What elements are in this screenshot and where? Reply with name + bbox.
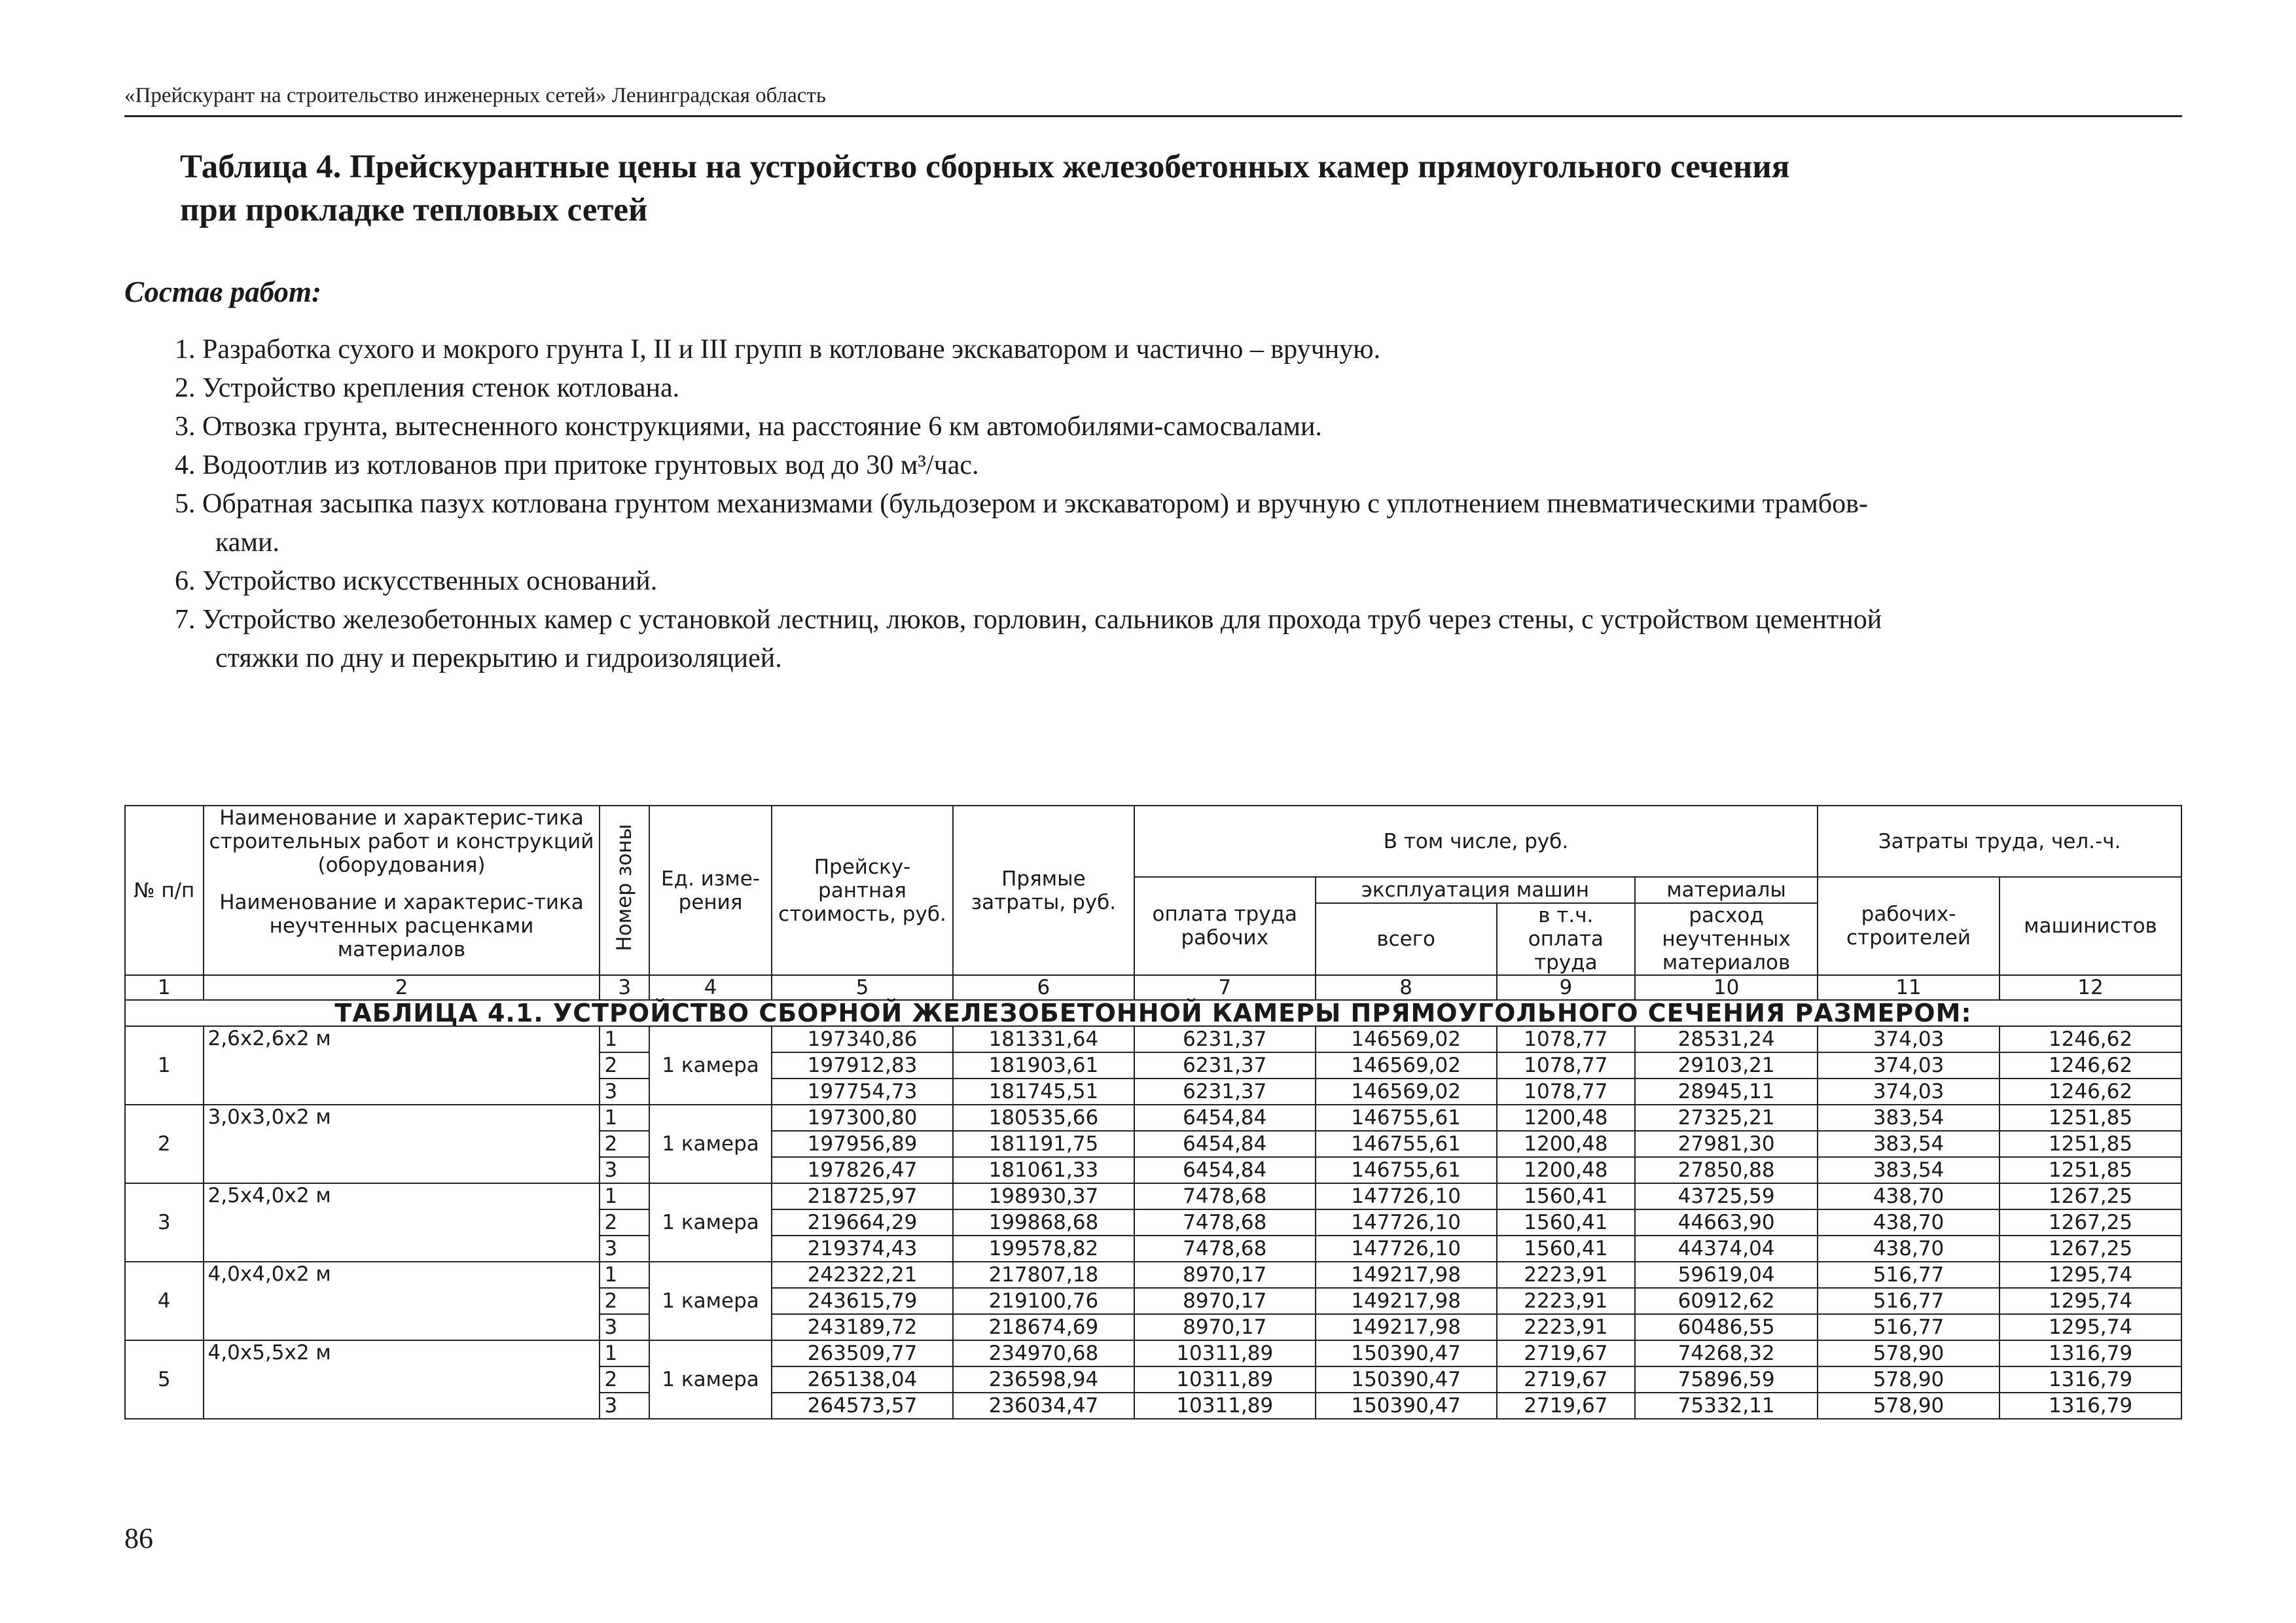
machines-labor-pay-cell: 2719,67 [1497, 1340, 1636, 1366]
materials-cell: 60912,62 [1635, 1288, 1818, 1314]
zone-number: 3 [600, 1393, 649, 1419]
price-cell: 265138,04 [772, 1366, 953, 1393]
materials-cell: 29103,21 [1635, 1052, 1818, 1079]
chamber-size: 4,0х4,0х2 м [204, 1262, 600, 1340]
works-item [175, 601, 2187, 678]
machines-labor-pay-cell: 2223,91 [1497, 1262, 1636, 1288]
header-price: Прейску-рантная стоимость, руб. [772, 806, 953, 975]
chamber-size: 3,0х3,0х2 м [204, 1105, 600, 1183]
price-cell: 197300,80 [772, 1105, 953, 1131]
operator-hours-cell: 1251,85 [2000, 1157, 2181, 1183]
direct-costs-cell: 181061,33 [953, 1157, 1134, 1183]
operator-hours-cell: 1316,79 [2000, 1366, 2181, 1393]
column-number: 4 [649, 975, 772, 1000]
materials-cell: 75896,59 [1635, 1366, 1818, 1393]
price-cell: 219374,43 [772, 1236, 953, 1262]
zone-number: 2 [600, 1288, 649, 1314]
machines-labor-pay-cell: 1200,48 [1497, 1131, 1636, 1157]
worker-hours-cell: 374,03 [1818, 1079, 2000, 1105]
direct-costs-cell: 199578,82 [953, 1236, 1134, 1262]
works-item [175, 408, 2187, 446]
header-operators: машинистов [2000, 877, 2181, 975]
machines-total-cell: 146569,02 [1316, 1079, 1497, 1105]
header-unit: Ед. изме-рения [649, 806, 772, 975]
labor-pay-cell: 10311,89 [1134, 1340, 1316, 1366]
machines-total-cell: 150390,47 [1316, 1393, 1497, 1419]
operator-hours-cell: 1316,79 [2000, 1340, 2181, 1366]
machines-labor-pay-cell: 2719,67 [1497, 1366, 1636, 1393]
column-number: 11 [1818, 975, 2000, 1000]
zone-number: 2 [600, 1131, 649, 1157]
machines-total-cell: 146569,02 [1316, 1026, 1497, 1052]
works-item [175, 562, 2187, 601]
labor-pay-cell: 10311,89 [1134, 1366, 1316, 1393]
row-number: 3 [125, 1183, 204, 1262]
machines-labor-pay-cell: 1078,77 [1497, 1052, 1636, 1079]
header-labor-pay: оплата труда рабочих [1134, 877, 1316, 975]
price-cell: 197912,83 [772, 1052, 953, 1079]
column-number: 3 [600, 975, 649, 1000]
direct-costs-cell: 181331,64 [953, 1026, 1134, 1052]
header-zone [600, 806, 649, 975]
direct-costs-cell: 234970,68 [953, 1340, 1134, 1366]
operator-hours-cell: 1295,74 [2000, 1262, 2181, 1288]
materials-cell: 74268,32 [1635, 1340, 1818, 1366]
labor-pay-cell: 7478,68 [1134, 1236, 1316, 1262]
chamber-size: 4,0х5,5х2 м [204, 1340, 600, 1419]
labor-pay-cell: 10311,89 [1134, 1393, 1316, 1419]
header-machines: эксплуатация машин [1316, 877, 1635, 903]
table-row [125, 1183, 2181, 1209]
header-direct: Прямые затраты, руб. [953, 806, 1134, 975]
table-row [125, 1340, 2181, 1366]
column-number: 9 [1497, 975, 1636, 1000]
labor-pay-cell: 7478,68 [1134, 1183, 1316, 1209]
header-labor-costs: Затраты труда, чел.-ч. [1818, 806, 2181, 877]
operator-hours-cell: 1246,62 [2000, 1026, 2181, 1052]
price-cell: 243615,79 [772, 1288, 953, 1314]
price-cell: 197340,86 [772, 1026, 953, 1052]
operator-hours-cell: 1246,62 [2000, 1052, 2181, 1079]
zone-number: 3 [600, 1314, 649, 1340]
operator-hours-cell: 1251,85 [2000, 1131, 2181, 1157]
machines-labor-pay-cell: 1078,77 [1497, 1026, 1636, 1052]
row-number: 2 [125, 1105, 204, 1183]
works-item [175, 485, 2187, 562]
worker-hours-cell: 516,77 [1818, 1314, 2000, 1340]
worker-hours-cell: 374,03 [1818, 1026, 2000, 1052]
operator-hours-cell: 1267,25 [2000, 1183, 2181, 1209]
operator-hours-cell: 1316,79 [2000, 1393, 2181, 1419]
chamber-size: 2,5х4,0х2 м [204, 1183, 600, 1262]
materials-cell: 27850,88 [1635, 1157, 1818, 1183]
labor-pay-cell: 7478,68 [1134, 1209, 1316, 1236]
worker-hours-cell: 516,77 [1818, 1262, 2000, 1288]
operator-hours-cell: 1295,74 [2000, 1288, 2181, 1314]
labor-pay-cell: 6231,37 [1134, 1052, 1316, 1079]
column-number: 1 [125, 975, 204, 1000]
column-number: 5 [772, 975, 953, 1000]
section-title: ТАБЛИЦА 4.1. УСТРОЙСТВО СБОРНОЙ ЖЕЛЕЗОБЕТОННОЙ КАМЕРЫ ПРЯМОУГОЛЬНОГО СЕЧЕНИЯ РАЗМЕРОМ: [125, 1000, 2181, 1026]
machines-total-cell: 149217,98 [1316, 1314, 1497, 1340]
direct-costs-cell: 219100,76 [953, 1288, 1134, 1314]
column-numbers-row [125, 975, 2181, 1000]
worker-hours-cell: 516,77 [1818, 1288, 2000, 1314]
table-row [125, 1105, 2181, 1131]
worker-hours-cell: 374,03 [1818, 1052, 2000, 1079]
price-cell: 197754,73 [772, 1079, 953, 1105]
chamber-size: 2,6х2,6х2 м [204, 1026, 600, 1105]
materials-cell: 28531,24 [1635, 1026, 1818, 1052]
works-heading: Состав работ: [124, 276, 322, 308]
header-workers: рабочих-строителей [1818, 877, 2000, 975]
works-item-continuation: ками. [215, 527, 279, 558]
zone-number: 2 [600, 1366, 649, 1393]
zone-number: 3 [600, 1157, 649, 1183]
table-title-line1: Таблица 4. Прейскурантные цены на устройство сборных железобетонных камер прямоугольного сечения [180, 149, 1790, 185]
direct-costs-cell: 217807,18 [953, 1262, 1134, 1288]
labor-pay-cell: 8970,17 [1134, 1314, 1316, 1340]
header-num: № п/п [125, 806, 204, 975]
zone-number: 3 [600, 1079, 649, 1105]
worker-hours-cell: 578,90 [1818, 1393, 2000, 1419]
column-number: 7 [1134, 975, 1316, 1000]
column-number: 10 [1635, 975, 1818, 1000]
unit: 1 камера [649, 1340, 772, 1419]
materials-cell: 44374,04 [1635, 1236, 1818, 1262]
direct-costs-cell: 236034,47 [953, 1393, 1134, 1419]
machines-total-cell: 150390,47 [1316, 1366, 1497, 1393]
worker-hours-cell: 578,90 [1818, 1340, 2000, 1366]
price-cell: 264573,57 [772, 1393, 953, 1419]
operator-hours-cell: 1267,25 [2000, 1209, 2181, 1236]
header-zone-label: Номер зоны [613, 824, 637, 952]
zone-number: 2 [600, 1052, 649, 1079]
labor-pay-cell: 8970,17 [1134, 1262, 1316, 1288]
machines-total-cell: 149217,98 [1316, 1262, 1497, 1288]
worker-hours-cell: 578,90 [1818, 1366, 2000, 1393]
price-cell: 218725,97 [772, 1183, 953, 1209]
header-materials-unaccounted: расход неучтенных материалов [1635, 903, 1818, 975]
works-list [175, 330, 2187, 678]
running-header: «Прейскурант на строительство инженерных сетей» Ленинградская область [124, 84, 826, 107]
labor-pay-cell: 6454,84 [1134, 1157, 1316, 1183]
unit: 1 камера [649, 1026, 772, 1105]
worker-hours-cell: 438,70 [1818, 1209, 2000, 1236]
header-machines-total: всего [1316, 903, 1497, 975]
price-cell: 219664,29 [772, 1209, 953, 1236]
header-rule [124, 115, 2182, 117]
worker-hours-cell: 383,54 [1818, 1105, 2000, 1131]
materials-cell: 75332,11 [1635, 1393, 1818, 1419]
unit: 1 камера [649, 1105, 772, 1183]
unit: 1 камера [649, 1262, 772, 1340]
machines-total-cell: 146569,02 [1316, 1052, 1497, 1079]
table-row [125, 1262, 2181, 1288]
column-number: 2 [204, 975, 600, 1000]
worker-hours-cell: 438,70 [1818, 1236, 2000, 1262]
worker-hours-cell: 383,54 [1818, 1157, 2000, 1183]
labor-pay-cell: 6454,84 [1134, 1105, 1316, 1131]
header-materials: материалы [1635, 877, 1818, 903]
operator-hours-cell: 1251,85 [2000, 1105, 2181, 1131]
header-machines-pay: в т.ч. оплата труда [1497, 903, 1636, 975]
materials-cell: 27325,21 [1635, 1105, 1818, 1131]
machines-total-cell: 150390,47 [1316, 1340, 1497, 1366]
machines-labor-pay-cell: 1560,41 [1497, 1209, 1636, 1236]
works-item-text: 5. Обратная засыпка пазух котлована грунтом механизмами (бульдозером и экскаватором) и вручную с уплотнением пневматическими трамбов- [175, 489, 1868, 519]
row-number: 4 [125, 1262, 204, 1340]
price-cell: 242322,21 [772, 1262, 953, 1288]
unit: 1 камера [649, 1183, 772, 1262]
direct-costs-cell: 181903,61 [953, 1052, 1134, 1079]
materials-cell: 60486,55 [1635, 1314, 1818, 1340]
works-item [175, 446, 2187, 485]
direct-costs-cell: 198930,37 [953, 1183, 1134, 1209]
machines-total-cell: 146755,61 [1316, 1105, 1497, 1131]
labor-pay-cell: 6454,84 [1134, 1131, 1316, 1157]
works-item-text: 1. Разработка сухого и мокрого грунта I, II и III групп в котловане экскаватором и частично – вручную. [175, 334, 1381, 365]
direct-costs-cell: 180535,66 [953, 1105, 1134, 1131]
operator-hours-cell: 1295,74 [2000, 1314, 2181, 1340]
works-item-continuation: стяжки по дну и перекрытию и гидроизоляцией. [215, 643, 782, 673]
works-item-text: 2. Устройство крепления стенок котлована. [175, 373, 680, 403]
column-number: 12 [2000, 975, 2181, 1000]
machines-labor-pay-cell: 2223,91 [1497, 1314, 1636, 1340]
zone-number: 1 [600, 1026, 649, 1052]
zone-number: 1 [600, 1340, 649, 1366]
header-including: В том числе, руб. [1134, 806, 1818, 877]
row-number: 5 [125, 1340, 204, 1419]
works-item [175, 330, 2187, 369]
header-name-bottom: Наименование и характерис-тика неучтенных расценками материалов [204, 877, 600, 975]
machines-labor-pay-cell: 1560,41 [1497, 1236, 1636, 1262]
works-item-text: 7. Устройство железобетонных камер с установкой лестниц, люков, горловин, сальников для прохода труб через стены, с устройством цементной [175, 605, 1882, 635]
section-row [125, 1000, 2181, 1026]
materials-cell: 44663,90 [1635, 1209, 1818, 1236]
worker-hours-cell: 383,54 [1818, 1131, 2000, 1157]
materials-cell: 43725,59 [1635, 1183, 1818, 1209]
column-number: 6 [953, 975, 1134, 1000]
materials-cell: 59619,04 [1635, 1262, 1818, 1288]
operator-hours-cell: 1246,62 [2000, 1079, 2181, 1105]
row-number: 1 [125, 1026, 204, 1105]
zone-number: 2 [600, 1209, 649, 1236]
machines-labor-pay-cell: 2223,91 [1497, 1288, 1636, 1314]
page-number: 86 [124, 1522, 153, 1554]
direct-costs-cell: 236598,94 [953, 1366, 1134, 1393]
table-row [125, 1026, 2181, 1052]
column-number: 8 [1316, 975, 1497, 1000]
direct-costs-cell: 218674,69 [953, 1314, 1134, 1340]
labor-pay-cell: 6231,37 [1134, 1026, 1316, 1052]
machines-labor-pay-cell: 1560,41 [1497, 1183, 1636, 1209]
zone-number: 1 [600, 1262, 649, 1288]
zone-number: 1 [600, 1183, 649, 1209]
machines-total-cell: 149217,98 [1316, 1288, 1497, 1314]
machines-labor-pay-cell: 1200,48 [1497, 1157, 1636, 1183]
materials-cell: 28945,11 [1635, 1079, 1818, 1105]
machines-total-cell: 147726,10 [1316, 1209, 1497, 1236]
machines-total-cell: 146755,61 [1316, 1131, 1497, 1157]
works-item-text: 3. Отвозка грунта, вытесненного конструкциями, на расстояние 6 км автомобилями-самосвалами. [175, 412, 1322, 442]
labor-pay-cell: 8970,17 [1134, 1288, 1316, 1314]
works-item [175, 369, 2187, 408]
operator-hours-cell: 1267,25 [2000, 1236, 2181, 1262]
labor-pay-cell: 6231,37 [1134, 1079, 1316, 1105]
table-title-line2: при прокладке тепловых сетей [180, 192, 648, 228]
price-cell: 263509,77 [772, 1340, 953, 1366]
machines-labor-pay-cell: 1200,48 [1497, 1105, 1636, 1131]
machines-labor-pay-cell: 2719,67 [1497, 1393, 1636, 1419]
zone-number: 1 [600, 1105, 649, 1131]
machines-labor-pay-cell: 1078,77 [1497, 1079, 1636, 1105]
direct-costs-cell: 199868,68 [953, 1209, 1134, 1236]
price-cell: 197956,89 [772, 1131, 953, 1157]
table-title [180, 145, 2144, 232]
machines-total-cell: 147726,10 [1316, 1183, 1497, 1209]
direct-costs-cell: 181745,51 [953, 1079, 1134, 1105]
machines-total-cell: 146755,61 [1316, 1157, 1497, 1183]
direct-costs-cell: 181191,75 [953, 1131, 1134, 1157]
header-name-top: Наименование и характерис-тика строительных работ и конструкций (оборудования) [204, 806, 600, 877]
price-table [124, 805, 2182, 1419]
price-cell: 243189,72 [772, 1314, 953, 1340]
materials-cell: 27981,30 [1635, 1131, 1818, 1157]
worker-hours-cell: 438,70 [1818, 1183, 2000, 1209]
works-item-text: 4. Водоотлив из котлованов при притоке грунтовых вод до 30 м³/час. [175, 450, 979, 480]
machines-total-cell: 147726,10 [1316, 1236, 1497, 1262]
price-cell: 197826,47 [772, 1157, 953, 1183]
works-item-text: 6. Устройство искусственных оснований. [175, 566, 658, 596]
zone-number: 3 [600, 1236, 649, 1262]
